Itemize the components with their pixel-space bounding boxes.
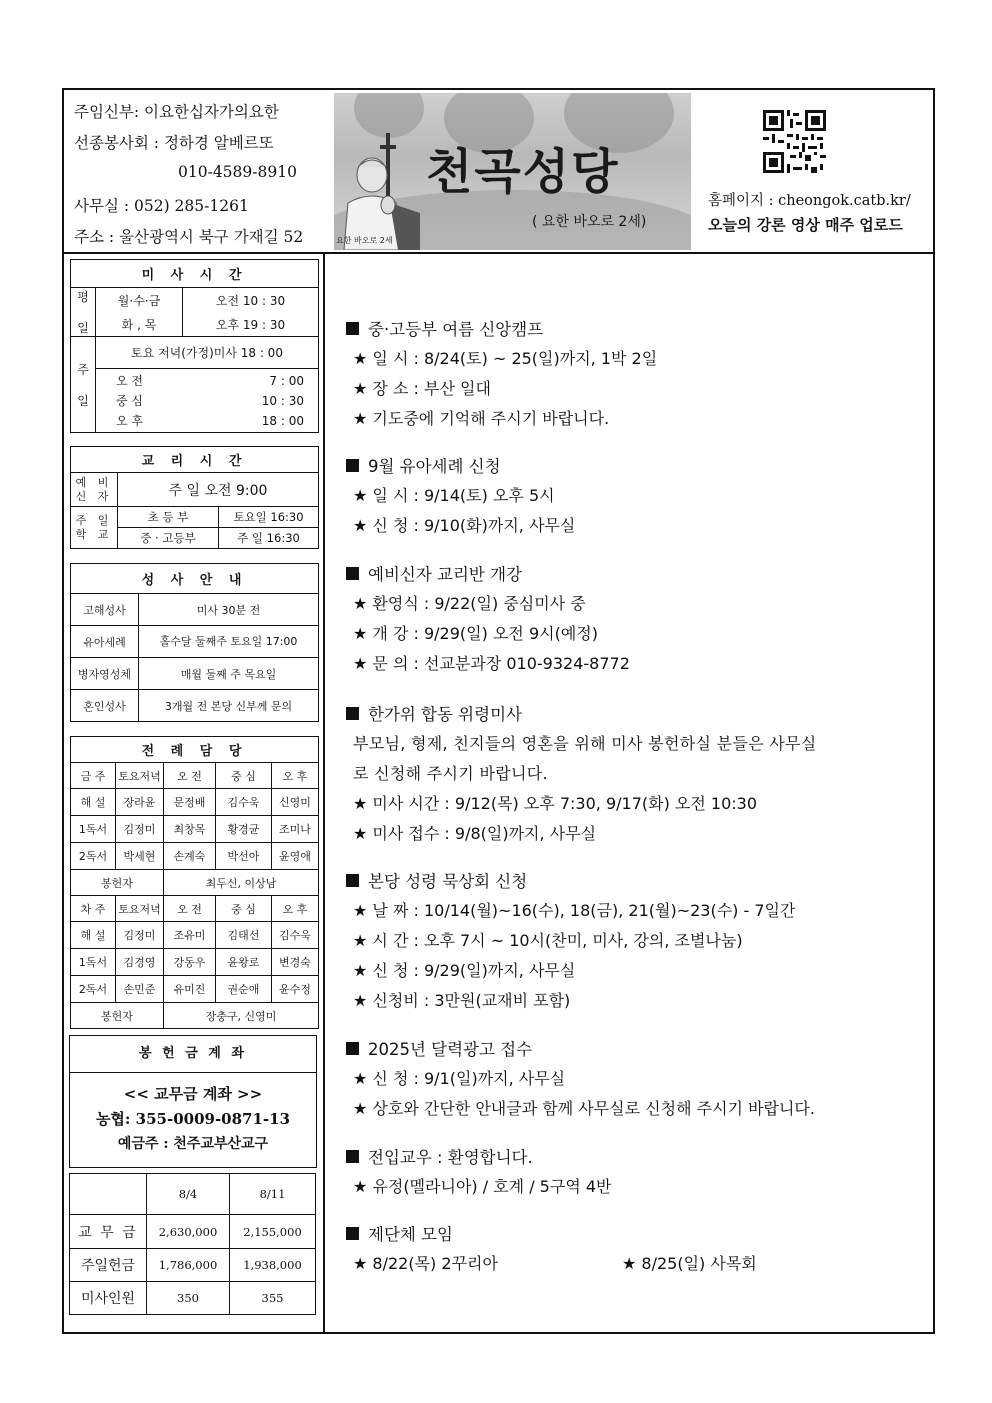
this-week-header-3: 중 심 <box>216 763 272 789</box>
liturgy-table <box>70 736 319 1029</box>
chuseok-paragraph-2: 로 신청해 주시기 바랍니다. <box>353 764 548 783</box>
council-phone: 010-4589-8910 <box>178 163 297 181</box>
elementary-label: 초 등 부 <box>118 507 219 528</box>
table-row: 교 무 금 2,630,000 2,155,000 <box>70 1215 316 1249</box>
weekday-time-1: 오전 10 : 30 <box>183 288 319 313</box>
square-bullet-icon <box>346 567 359 580</box>
chuseok-times: ★ 미사 시간 : 9/12(목) 오후 7:30, 9/17(화) 오전 10:30 <box>353 794 758 813</box>
welcome-heading: 전입교우 : 환영합니다. <box>346 1144 533 1168</box>
next-week-petition-label: 봉헌자 <box>71 1003 164 1029</box>
sacraments-table <box>70 563 319 722</box>
square-bullet-icon <box>346 707 359 720</box>
calendar-note: ★ 상호와 간단한 안내글과 함께 사무실로 신청해 주시기 바랍니다. <box>353 1099 815 1118</box>
finance-table <box>69 1173 316 1315</box>
table-row: 1독서 김정미 최창목 황경균 조미나 <box>71 816 319 843</box>
parish-logo-banner <box>334 93 691 250</box>
mass-times-title: 미 사 시 간 <box>71 260 319 288</box>
retreat-apply: ★ 신 청 : 9/29(일)까지, 사무실 <box>353 961 576 980</box>
table-row: 1독서 김경영 강동우 윤왕로 변경숙 <box>71 949 319 976</box>
confession-desc: 미사 30분 전 <box>139 594 319 626</box>
table-row <box>71 1003 319 1029</box>
middle-high-label: 중 · 고등부 <box>118 528 219 549</box>
account-holder: 예금주 : 천주교부산교구 <box>117 1136 269 1152</box>
elementary-time: 토요일 16:30 <box>219 507 319 528</box>
homepage-note: 오늘의 강론 영상 매주 업로드 <box>708 216 903 234</box>
this-week-header-1: 토요저녁 <box>116 763 164 789</box>
next-week-petition: 장충구, 신영미 <box>164 1003 319 1029</box>
next-week-header-3: 중 심 <box>216 896 272 922</box>
donation-account-box <box>69 1035 317 1168</box>
retreat-time: ★ 시 간 : 오후 7시 ~ 10시(찬미, 미사, 강의, 조별나눔) <box>353 931 743 950</box>
catechumen-time: 주 일 오전 9:00 <box>118 473 319 507</box>
table-row: 주일헌금 1,786,000 1,938,000 <box>70 1249 316 1282</box>
catechism-table <box>70 446 319 549</box>
catechumen-welcome: ★ 환영식 : 9/22(일) 중심미사 중 <box>353 594 586 613</box>
camp-place: ★ 장 소 : 부산 일대 <box>353 379 491 398</box>
catechumen-start: ★ 개 강 : 9/29(일) 오전 9시(예정) <box>353 624 598 643</box>
camp-prayer: ★ 기도중에 기억해 주시기 바랍니다. <box>353 409 610 428</box>
chuseok-paragraph-1: 부모님, 형제, 친지들의 영혼을 위해 미사 봉헌하실 분들은 사무실 <box>353 734 817 753</box>
this-week-petition: 최두신, 이상남 <box>164 870 319 896</box>
pope-photo-icon <box>342 133 422 250</box>
next-week-header-0: 차 주 <box>71 896 116 922</box>
infant-baptism-desc: 홀수달 둘째주 토요일 17:00 <box>139 626 319 658</box>
square-bullet-icon <box>346 874 359 887</box>
finance-col-0 <box>70 1174 147 1215</box>
welcome-member: ★ 유정(멜라니아) / 호계 / 5구역 4반 <box>353 1177 612 1196</box>
catechumen-contact: ★ 문 의 : 선교분과장 010-9324-8772 <box>353 654 630 673</box>
table-row: 해 설 김정미 조유미 김태선 김수욱 <box>71 922 319 949</box>
group-heading: 제단체 모임 <box>346 1221 453 1245</box>
next-week-header-2: 오 전 <box>164 896 216 922</box>
council-text: 선종봉사회 : 정하경 알베르또 <box>74 134 274 152</box>
sunday-masses: 오 전 7 : 00 중 심 10 : 30 오 후 18 : 00 <box>96 369 319 433</box>
sick-communion-desc: 매월 둘째 주 목요일 <box>139 658 319 690</box>
chuseok-apply: ★ 미사 접수 : 9/8(일)까지, 사무실 <box>353 824 597 843</box>
saturday-evening-mass: 토요 저녁(가정)미사 18 : 00 <box>96 337 319 369</box>
sacraments-title: 성 사 안 내 <box>71 564 319 594</box>
next-week-header-4: 오 후 <box>272 896 319 922</box>
retreat-fee: ★ 신청비 : 3만원(교재비 포함) <box>353 991 571 1010</box>
catechumen-heading: 예비신자 교리반 개강 <box>346 561 522 585</box>
donation-account-title: 봉 헌 금 계 좌 <box>70 1036 316 1073</box>
office-phone: 사무실 : 052) 285-1261 <box>74 197 249 215</box>
column-divider <box>323 252 325 1334</box>
pastor-text: 주임신부: 이요한십자가의요한 <box>74 103 279 121</box>
finance-col-1: 8/4 <box>147 1174 230 1215</box>
this-week-header-4: 오 후 <box>272 763 319 789</box>
baptism-apply: ★ 신 청 : 9/10(화)까지, 사무실 <box>353 516 576 535</box>
chuseok-heading: 한가위 합동 위령미사 <box>346 701 522 725</box>
confession-label: 고해성사 <box>71 594 139 626</box>
photo-caption: 요한 바오로 2세 <box>336 236 393 245</box>
calendar-apply: ★ 신 청 : 9/1(일)까지, 사무실 <box>353 1069 566 1088</box>
square-bullet-icon <box>346 1150 359 1163</box>
homepage-text[interactable]: 홈페이지 : cheongok.catb.kr/ <box>708 193 911 209</box>
sunday-school-label: 주 일 학 교 <box>71 507 118 549</box>
sunday-label: 주 일 <box>71 337 96 433</box>
group-meeting-1: ★ 8/22(목) 2꾸리아 <box>353 1254 498 1273</box>
table-row <box>71 870 319 896</box>
calendar-heading: 2025년 달력광고 접수 <box>346 1036 532 1060</box>
catechumen-label: 예 비 신 자 <box>71 473 118 507</box>
camp-date: ★ 일 시 : 8/24(토) ~ 25(일)까지, 1박 2일 <box>353 349 658 368</box>
this-week-petition-label: 봉헌자 <box>71 870 164 896</box>
parish-title: 천곡성당 <box>426 144 620 200</box>
finance-col-2: 8/11 <box>230 1174 316 1215</box>
square-bullet-icon <box>346 322 359 335</box>
table-row: 2독서 박세현 손계숙 박선아 윤영애 <box>71 843 319 870</box>
baptism-heading: 9월 유아세례 신청 <box>346 453 501 477</box>
catechism-title: 교 리 시 간 <box>71 447 319 473</box>
square-bullet-icon <box>346 459 359 472</box>
table-row: 2독서 손민준 유미진 권순애 윤수정 <box>71 976 319 1003</box>
sick-communion-label: 병자영성체 <box>71 658 139 690</box>
account-heading: << 교무금 계좌 >> <box>123 1085 263 1103</box>
marriage-label: 혼인성사 <box>71 690 139 722</box>
parish-subtitle: ( 요한 바오로 2세) <box>532 214 647 230</box>
weekday-days-1: 월·수·금 <box>96 288 183 313</box>
weekday-days-2: 화 , 목 <box>96 312 183 337</box>
group-meeting-2: ★ 8/25(일) 사목회 <box>622 1254 757 1273</box>
this-week-header-2: 오 전 <box>164 763 216 789</box>
middle-high-time: 주 일 16:30 <box>219 528 319 549</box>
square-bullet-icon <box>346 1227 359 1240</box>
table-row: 해 설 장라윤 문정배 김수욱 신영미 <box>71 789 319 816</box>
retreat-dates: ★ 날 짜 : 10/14(월)~16(수), 18(금), 21(월)~23(수) - 7일간 <box>353 901 796 920</box>
weekday-time-2: 오후 19 : 30 <box>183 312 319 337</box>
this-week-header-0: 금 주 <box>71 763 116 789</box>
retreat-heading: 본당 성령 묵상회 신청 <box>346 868 527 892</box>
square-bullet-icon <box>346 1042 359 1055</box>
qr-code-icon[interactable] <box>763 110 826 173</box>
account-number: 농협: 355-0009-0871-13 <box>95 1110 291 1128</box>
header-divider <box>62 252 935 254</box>
liturgy-title: 전 례 담 당 <box>71 737 319 763</box>
marriage-desc: 3개월 전 본당 신부께 문의 <box>139 690 319 722</box>
next-week-header-1: 토요저녁 <box>116 896 164 922</box>
address-text: 주소 : 울산광역시 북구 가재길 52 <box>74 228 304 246</box>
weekday-label: 평 일 <box>71 288 96 337</box>
table-row: 미사인원 350 355 <box>70 1282 316 1315</box>
infant-baptism-label: 유아세례 <box>71 626 139 658</box>
baptism-date: ★ 일 시 : 9/14(토) 오후 5시 <box>353 486 555 505</box>
camp-heading: 중·고등부 여름 신앙캠프 <box>346 316 543 340</box>
mass-times-table <box>70 259 319 433</box>
